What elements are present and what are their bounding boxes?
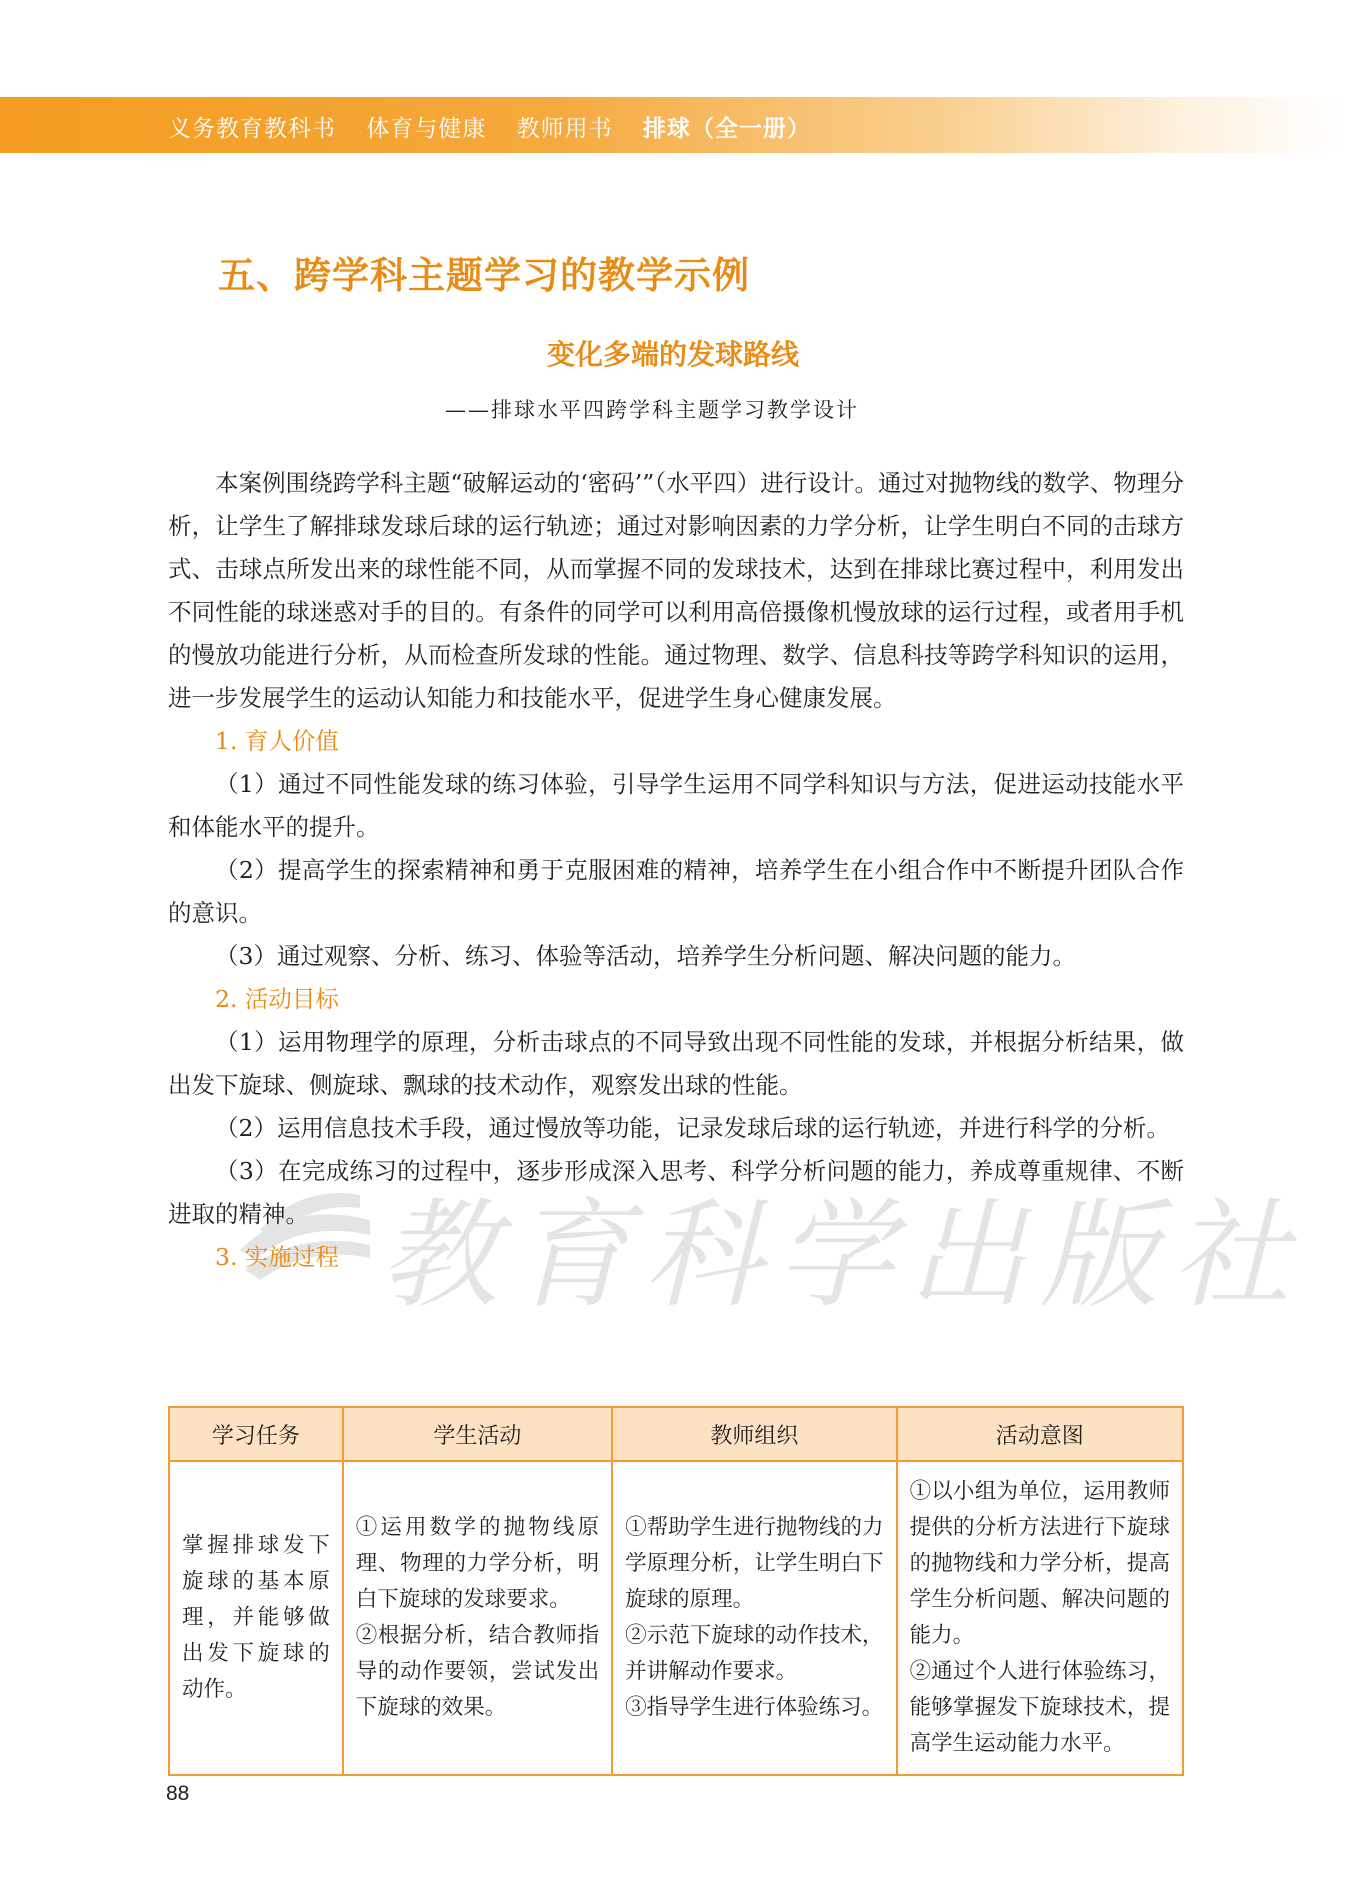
header-learning-task: 学习任务: [169, 1407, 343, 1461]
cell-activity-intent: [897, 1461, 1183, 1775]
goal-item-3: （3）在完成练习的过程中，逐步形成深入思考、科学分析问题的能力，养成尊重规律、不断进取的精神。: [168, 1157, 1184, 1228]
cell-student-activity: [343, 1461, 612, 1775]
activity-intent-2: ②通过个人进行体验练习，能够掌握发下旋球技术，提高学生运动能力水平。: [909, 1659, 1170, 1756]
header-book-type: 教师用书: [516, 116, 613, 142]
section-title: 五、跨学科主题学习的教学示例: [218, 254, 750, 297]
running-header: [168, 110, 833, 143]
value-item-3: （3）通过观察、分析、练习、体验等活动，培养学生分析问题、解决问题的能力。: [215, 942, 1076, 970]
student-activity-1: ①运用数学的抛物线原理、物理的力学分析，明白下旋球的发球要求。: [355, 1515, 600, 1612]
header-subject: 体育与健康: [366, 116, 487, 142]
value-item-2: （2）提高学生的探索精神和勇于克服困难的精神，培养学生在小组合作中不断提升团队合作的意识。: [168, 856, 1184, 927]
teacher-organization-1: ①帮助学生进行抛物线的力学原理分析，让学生明白下旋球的原理。: [625, 1515, 884, 1612]
goal-item-2: （2）运用信息技术手段，通过慢放等功能，记录发球后球的运行轨迹，并进行科学的分析。: [215, 1114, 1170, 1142]
cell-teacher-organization: [612, 1461, 896, 1775]
intro-paragraph: 本案例围绕跨学科主题“破解运动的‘密码’”（水平四）进行设计。通过对抛物线的数学、物理分析，让学生了解排球发球后球的运行轨迹；通过对影响因素的力学分析，让学生明白不同的击球方式、击球点所发出来的球性能不同，从而掌握不同的发球技术，达到在排球比赛过程中，利用发出不同性能的球迷惑对手的目的。有条件的同学可以利用高倍摄像机慢放球的运行过程，或者用手机的慢放功能进行分析，从而检查所发球的性能。通过物理、数学、信息科技等跨学科知识的运用，进一步发展学生的运动认知能力和技能水平，促进学生身心健康发展。: [168, 469, 1184, 712]
subheading-education-value: 1. 育人价值: [215, 727, 339, 755]
page-number: 88: [166, 1782, 190, 1805]
cell-learning-task: 掌握排球发下旋球的基本原理，并能够做出发下旋球的动作。: [169, 1461, 343, 1775]
case-title: 变化多端的发球路线: [546, 338, 799, 371]
activity-intent-1: ①以小组为单位，运用教师提供的分析方法进行下旋球的抛物线和力学分析，提高学生分析问题、解决问题的能力。: [909, 1479, 1170, 1648]
goal-item-1: （1）运用物理学的原理，分析击球点的不同导致出现不同性能的发球，并根据分析结果，做出发下旋球、侧旋球、飘球的技术动作，观察发出球的性能。: [168, 1028, 1184, 1099]
teacher-organization-3: ③指导学生进行体验练习。: [625, 1695, 884, 1720]
implementation-table: [168, 1406, 1184, 1776]
table-header-row: [169, 1407, 1183, 1461]
header-teacher-organization: 教师组织: [612, 1407, 896, 1461]
watermark-text: 教育科学出版社: [380, 1186, 1305, 1324]
header-volume: 排球（全一册）: [642, 116, 811, 142]
teacher-organization-2: ②示范下旋球的动作技术，并讲解动作要求。: [625, 1623, 884, 1684]
student-activity-2: ②根据分析，结合教师指导的动作要领，尝试发出下旋球的效果。: [355, 1623, 600, 1720]
subheading-activity-goals: 2. 活动目标: [215, 985, 339, 1013]
header-student-activity: 学生活动: [343, 1407, 612, 1461]
header-series: 义务教育教科书: [168, 116, 336, 142]
table-row: [169, 1461, 1183, 1775]
subheading-implementation: 3. 实施过程: [215, 1243, 339, 1271]
value-item-1: （1）通过不同性能发球的练习体验，引导学生运用不同学科知识与方法，促进运动技能水平和体能水平的提升。: [168, 770, 1184, 841]
article-body: [168, 462, 1184, 1279]
header-activity-intent: 活动意图: [897, 1407, 1183, 1461]
case-subtitle: ——排球水平四跨学科主题学习教学设计: [445, 398, 859, 422]
